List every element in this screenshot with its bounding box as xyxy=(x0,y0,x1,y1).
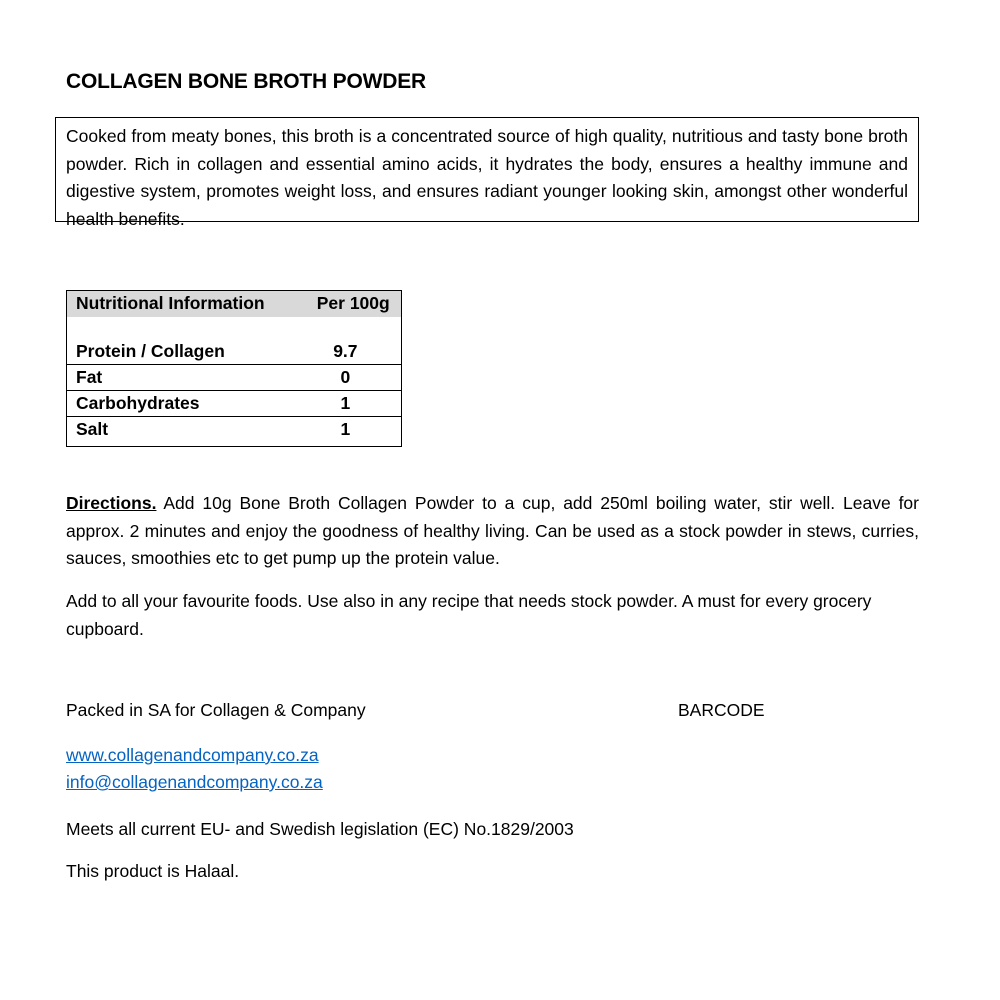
contact-links xyxy=(66,742,323,796)
nutrition-header-row xyxy=(66,290,402,317)
nutrition-header-label: Nutritional Information xyxy=(66,290,289,317)
directions-paragraph xyxy=(66,490,919,573)
directions-heading: Directions. xyxy=(66,493,157,513)
website-link[interactable]: www.collagenandcompany.co.za xyxy=(66,745,319,765)
nutrition-row-value: 9.7 xyxy=(333,341,358,361)
nutrition-row xyxy=(66,391,402,417)
nutrition-row-value: 0 xyxy=(289,365,402,391)
usage-note: Add to all your favourite foods. Use also in any recipe that needs stock powder. A must for every grocery cupboard. xyxy=(66,591,872,639)
nutrition-row xyxy=(66,417,402,443)
nutrition-row-label: Protein / Collagen xyxy=(76,341,225,361)
nutrition-header-value: Per 100g xyxy=(289,290,402,317)
nutrition-row xyxy=(66,365,402,391)
nutrition-row xyxy=(66,339,402,365)
directions-text: Add 10g Bone Broth Collagen Powder to a cup, add 250ml boiling water, stir well. Leave for approx. 2 minutes and enjoy the goodness of healthy living. Can be used as a stock powder in stews, curries, sauces, smoothies etc to get pump up the protein value. xyxy=(66,493,919,568)
email-link[interactable]: info@collagenandcompany.co.za xyxy=(66,772,323,792)
nutrition-table xyxy=(66,290,402,442)
nutrition-spacer-row xyxy=(66,317,402,339)
nutrition-row-value: 1 xyxy=(289,391,402,417)
nutrition-row-value: 1 xyxy=(289,417,402,443)
product-description: Cooked from meaty bones, this broth is a concentrated source of high quality, nutritious and tasty bone broth powder. Rich in collagen and essential amino acids, it hydrates the body, ensures a healthy immune and digestive system, promotes weight loss, and ensures radiant younger looking skin, amongst other wonderful health benefits. xyxy=(66,126,908,229)
legal-statement: Meets all current EU- and Swedish legislation (EC) No.1829/2003 xyxy=(66,819,574,839)
packed-by-text: Packed in SA for Collagen & Company xyxy=(66,700,366,720)
product-title: COLLAGEN BONE BROTH POWDER xyxy=(66,70,426,93)
nutrition-row-label: Carbohydrates xyxy=(66,391,289,417)
barcode-placeholder: BARCODE xyxy=(678,700,765,720)
nutrition-row-label: Fat xyxy=(66,365,289,391)
nutrition-row-label: Salt xyxy=(66,417,289,443)
halaal-statement: This product is Halaal. xyxy=(66,861,240,881)
product-description-box xyxy=(55,117,919,229)
